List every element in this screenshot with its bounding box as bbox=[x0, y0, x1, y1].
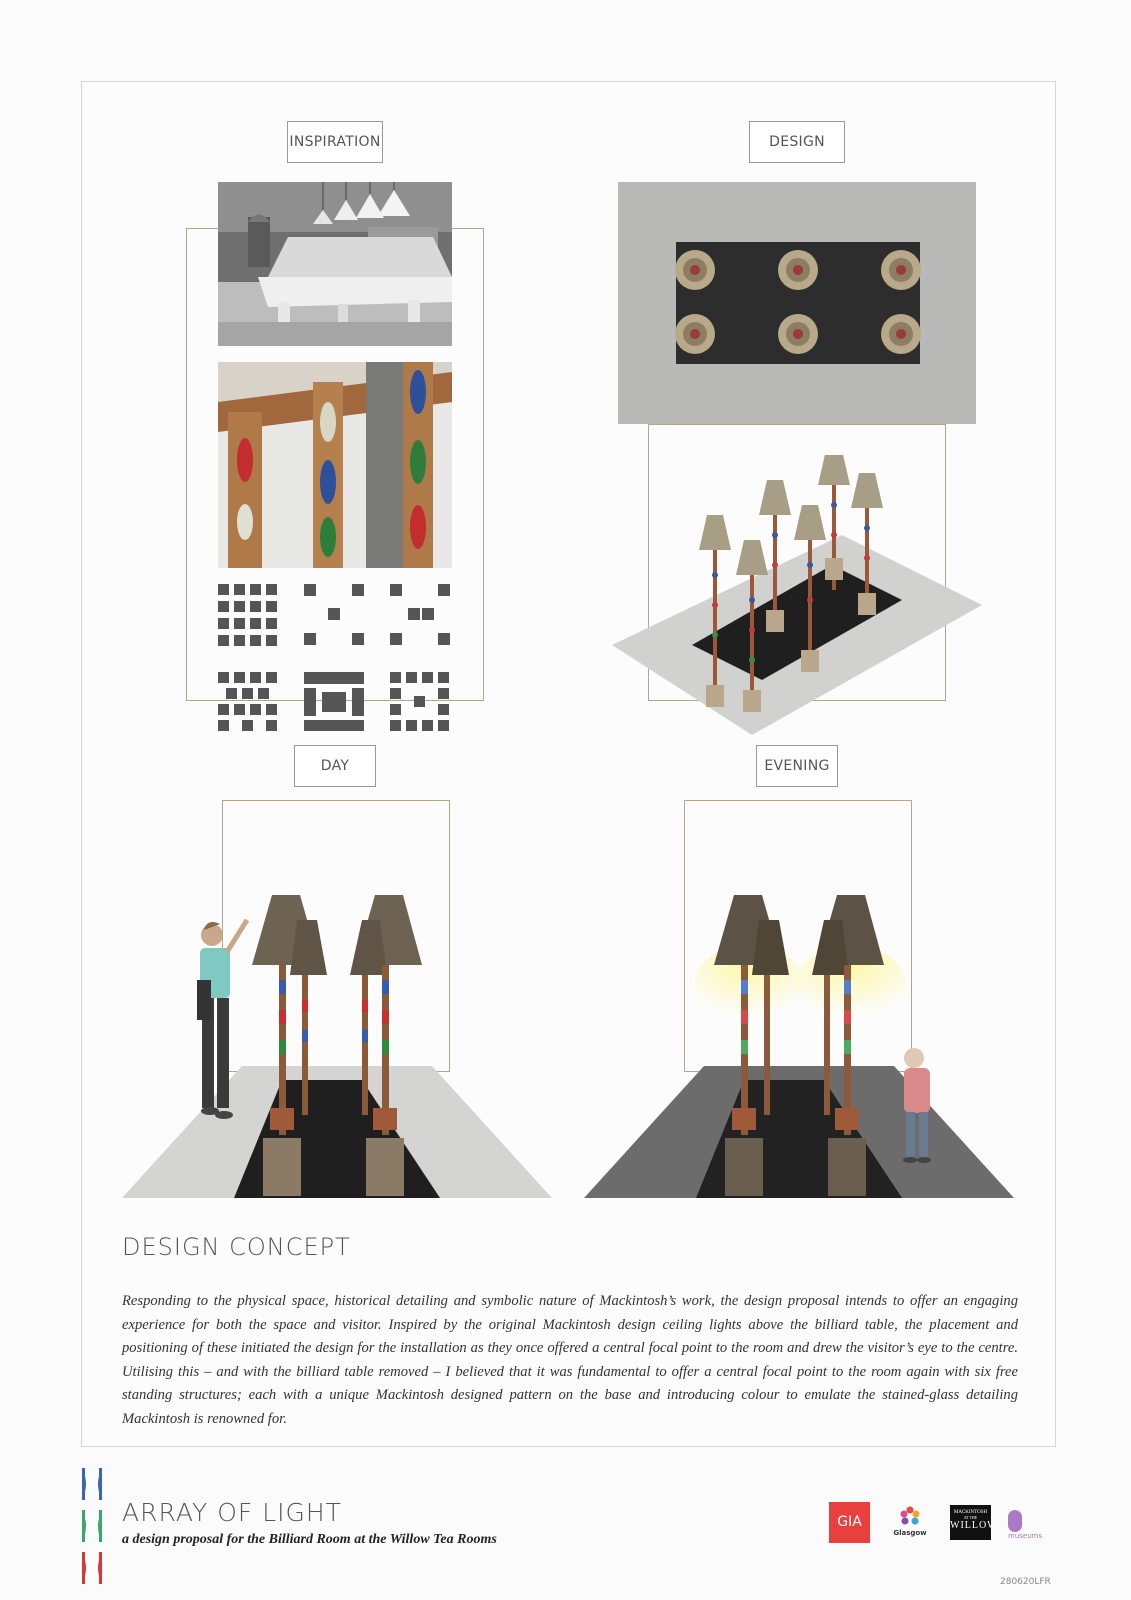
design-concept-heading: DESIGN CONCEPT bbox=[122, 1233, 351, 1261]
document-reference: 280620LFR bbox=[1000, 1577, 1051, 1587]
willow-line-1: MACKINTOSH bbox=[953, 1510, 988, 1515]
mackintosh-willow-logo bbox=[950, 1505, 998, 1540]
footer-title: ARRAY OF LIGHT bbox=[122, 1498, 342, 1527]
footer-subtitle: a design proposal for the Billiard Room at the Willow Tea Rooms bbox=[122, 1532, 497, 1547]
label-inspiration: INSPIRATION bbox=[287, 121, 383, 163]
museums-g-icon bbox=[1008, 1510, 1022, 1532]
bracket-motif bbox=[80, 1466, 104, 1588]
gia-logo-text: GIA bbox=[837, 1514, 862, 1530]
mackintosh-patterns bbox=[218, 584, 454, 732]
design-plan-view bbox=[618, 182, 976, 424]
museums-text: museums bbox=[1008, 1532, 1043, 1540]
gia-logo bbox=[829, 1502, 870, 1543]
design-concept-body: Responding to the physical space, historical detailing and symbolic nature of Mackintosh’s work, the design proposal intends to offer an engaging experience for both the space and visitor. Inspired by the original Mackintosh design ceiling lights above the billiard table, the placement and positioning of these initiated the design for the installation as they once offered a central focal point to the room and drew the visitor’s eye to the centre. Utilising this – and with the billiard table removed – I believed that it was fundamental to offer a central focal point to the room again with six free standing structures; each with a unique Mackintosh designed pattern on the base and introducing colour to emulate the stained-glass detailing Mackintosh is renowned for. bbox=[122, 1293, 1018, 1427]
flower-icon bbox=[898, 1505, 922, 1529]
day-perspective-render bbox=[122, 880, 552, 1200]
willow-line-2: AT THE bbox=[963, 1515, 978, 1520]
glasgow-life-logo bbox=[888, 1505, 932, 1545]
billiard-room-photo bbox=[218, 182, 452, 346]
design-isometric-view bbox=[612, 455, 982, 735]
evening-perspective-render bbox=[584, 880, 1014, 1200]
glasgow-museums-logo bbox=[1008, 1510, 1054, 1540]
willow-line-3: WILLOW bbox=[950, 1520, 998, 1531]
label-evening: EVENING bbox=[756, 745, 838, 787]
label-day: DAY bbox=[294, 745, 376, 787]
label-design: DESIGN bbox=[749, 121, 845, 163]
balustrade-detail-photo bbox=[218, 362, 452, 568]
glasgow-life-text: Glasgow bbox=[893, 1529, 927, 1537]
